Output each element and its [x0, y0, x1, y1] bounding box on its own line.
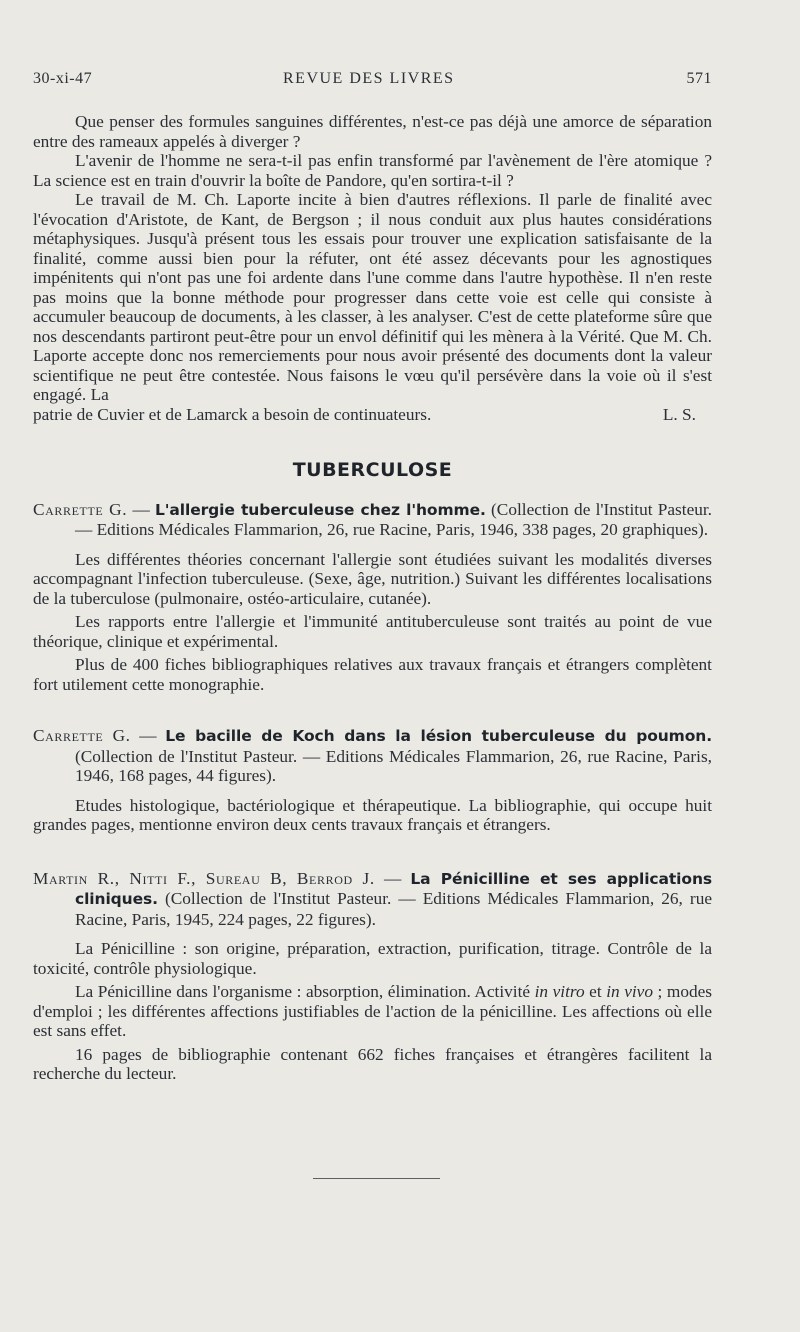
entry-paragraph: Les rapports entre l'allergie et l'immunité antituberculeuse sont traités au point de vue théorique, clinique et expérimental. [33, 612, 712, 651]
entry-author: Carrette G. [33, 726, 131, 745]
entry-details: (Collection de l'Institut Pasteur. — Editions Médicales Flammarion, 26, rue Racine, Paris, 1945, 224 pages, 22 figures). [75, 889, 712, 929]
italic-in-vitro: in vitro [534, 982, 585, 1001]
entry-paragraph: Les différentes théories concernant l'allergie sont étudiées suivant les modalités diverses accompagnant l'infection tuberculeuse. (Sexe, âge, nutrition.) Suivant les différentes localisations de la tuberculose (pulmonaire, ostéo-articulaire, cutanée). [33, 549, 712, 608]
page-content [33, 112, 712, 1084]
entry-dash: — [374, 868, 411, 888]
entry-dash: — [130, 726, 166, 745]
intro-closing-line [33, 405, 712, 425]
entry-citation [33, 726, 712, 786]
entry-author: Martin R., Nitti F., Sureau B, Berrod J. [33, 868, 375, 888]
entry-body [33, 939, 712, 1084]
entry-title: L'allergie tuberculeuse chez l'homme. [154, 500, 486, 519]
entry-details: (Collection de l'Institut Pasteur. — Editions Médicales Flammarion, 26, rue Racine, Paris, 1946, 168 pages, 44 figures). [75, 746, 712, 785]
entry-citation [33, 500, 712, 540]
running-header [33, 70, 712, 92]
entry-citation [33, 869, 712, 930]
entry-paragraph: Plus de 400 fiches bibliographiques relatives aux travaux français et étrangers complètent fort utilement cette monographie. [33, 655, 712, 694]
journal-title: REVUE DES LIVRES [283, 70, 455, 87]
entry-title: Le bacille de Koch dans la lésion tuberculeuse du poumon. [165, 727, 712, 745]
entry-body [33, 550, 712, 695]
review-entry-3 [33, 869, 712, 1084]
reviewer-signature: L. S. [662, 404, 696, 424]
text-run: et [584, 982, 607, 1001]
entry-paragraph: La Pénicilline : son origine, préparation, extraction, purification, titrage. Contrôle de la toxicité, contrôle physiologique. [33, 939, 712, 978]
intro-paragraph-1: Que penser des formules sanguines différentes, n'est-ce pas déjà une amorce de séparation entre des rameaux appelés à diverger ? [33, 112, 712, 151]
entry-paragraph: Etudes histologique, bactériologique et thérapeutique. La bibliographie, qui occupe huit grandes pages, mentionne environ deux cents travaux français et étrangers. [33, 795, 712, 834]
italic-in-vivo: in vivo [606, 982, 653, 1001]
page-number: 571 [686, 70, 712, 87]
issue-date: 30-xi-47 [33, 70, 93, 87]
text-run: ; modes d'emploi ; les différentes affections justifiables de l'action de la pénicilline. Les affections où elle est sans effet. [33, 982, 713, 1040]
end-rule [313, 1178, 440, 1179]
entry-paragraph-activity [33, 982, 712, 1041]
entry-author: Carrette G. [33, 499, 128, 519]
review-entry-2 [33, 726, 712, 835]
entry-paragraph: 16 pages de bibliographie contenant 662 fiches françaises et étrangères facilitent la recherche du lecteur. [33, 1044, 712, 1083]
text-run: La Pénicilline dans l'organisme : absorption, élimination. Activité [75, 982, 535, 1001]
intro-paragraph-3-end: patrie de Cuvier et de Lamarck a besoin de continuateurs. [33, 404, 432, 424]
entry-details: (Collection de l'Institut Pasteur. — Editions Médicales Flammarion, 26, rue Racine, Paris, 1946, 338 pages, 20 graphiques). [75, 499, 713, 539]
intro-paragraph-2: L'avenir de l'homme ne sera-t-il pas enfin transformé par l'avènement de l'ère atomique ? La science est en train d'ouvrir la boîte de Pandore, qu'en sortira-t-il ? [33, 151, 712, 190]
entry-body [33, 796, 712, 835]
section-title: TUBERCULOSE [292, 459, 453, 481]
intro-paragraph-3: Le travail de M. Ch. Laporte incite à bien d'autres réflexions. Il parle de finalité avec l'évocation d'Aristote, de Kant, de Bergson ; il nous conduit aux plus hautes considérations métaphysiques. Jusqu'à présent tous les essais pour trouver une explication satisfaisante de la finalité, comme aussi bien pour la réfuter, ont été assez décevants pour les agnostiques impénitents qui n'ont pas une foi ardente dans l'une comme dans l'autre hypothèse. Il n'en reste pas moins que la bonne méthode pour progresser dans cette voie est celle qui consiste à accumuler beaucoup de documents, à les classer, à les analyser. C'est de cette plateforme sûre que nos descendants partiront peut-être pour un envol définitif qui les mènera à la Vérité. Que M. Ch. Laporte accepte donc nos remerciements pour nous avoir présenté des documents dont la valeur scientifique ne peut être contestée. Nous faisons le vœu qu'il persévère dans la voie où il s'est engagé. La [33, 190, 712, 404]
entry-dash: — [127, 499, 155, 519]
entry-title: La Pénicilline et ses applications cliniques. [75, 869, 713, 908]
review-entry-1 [33, 500, 712, 695]
